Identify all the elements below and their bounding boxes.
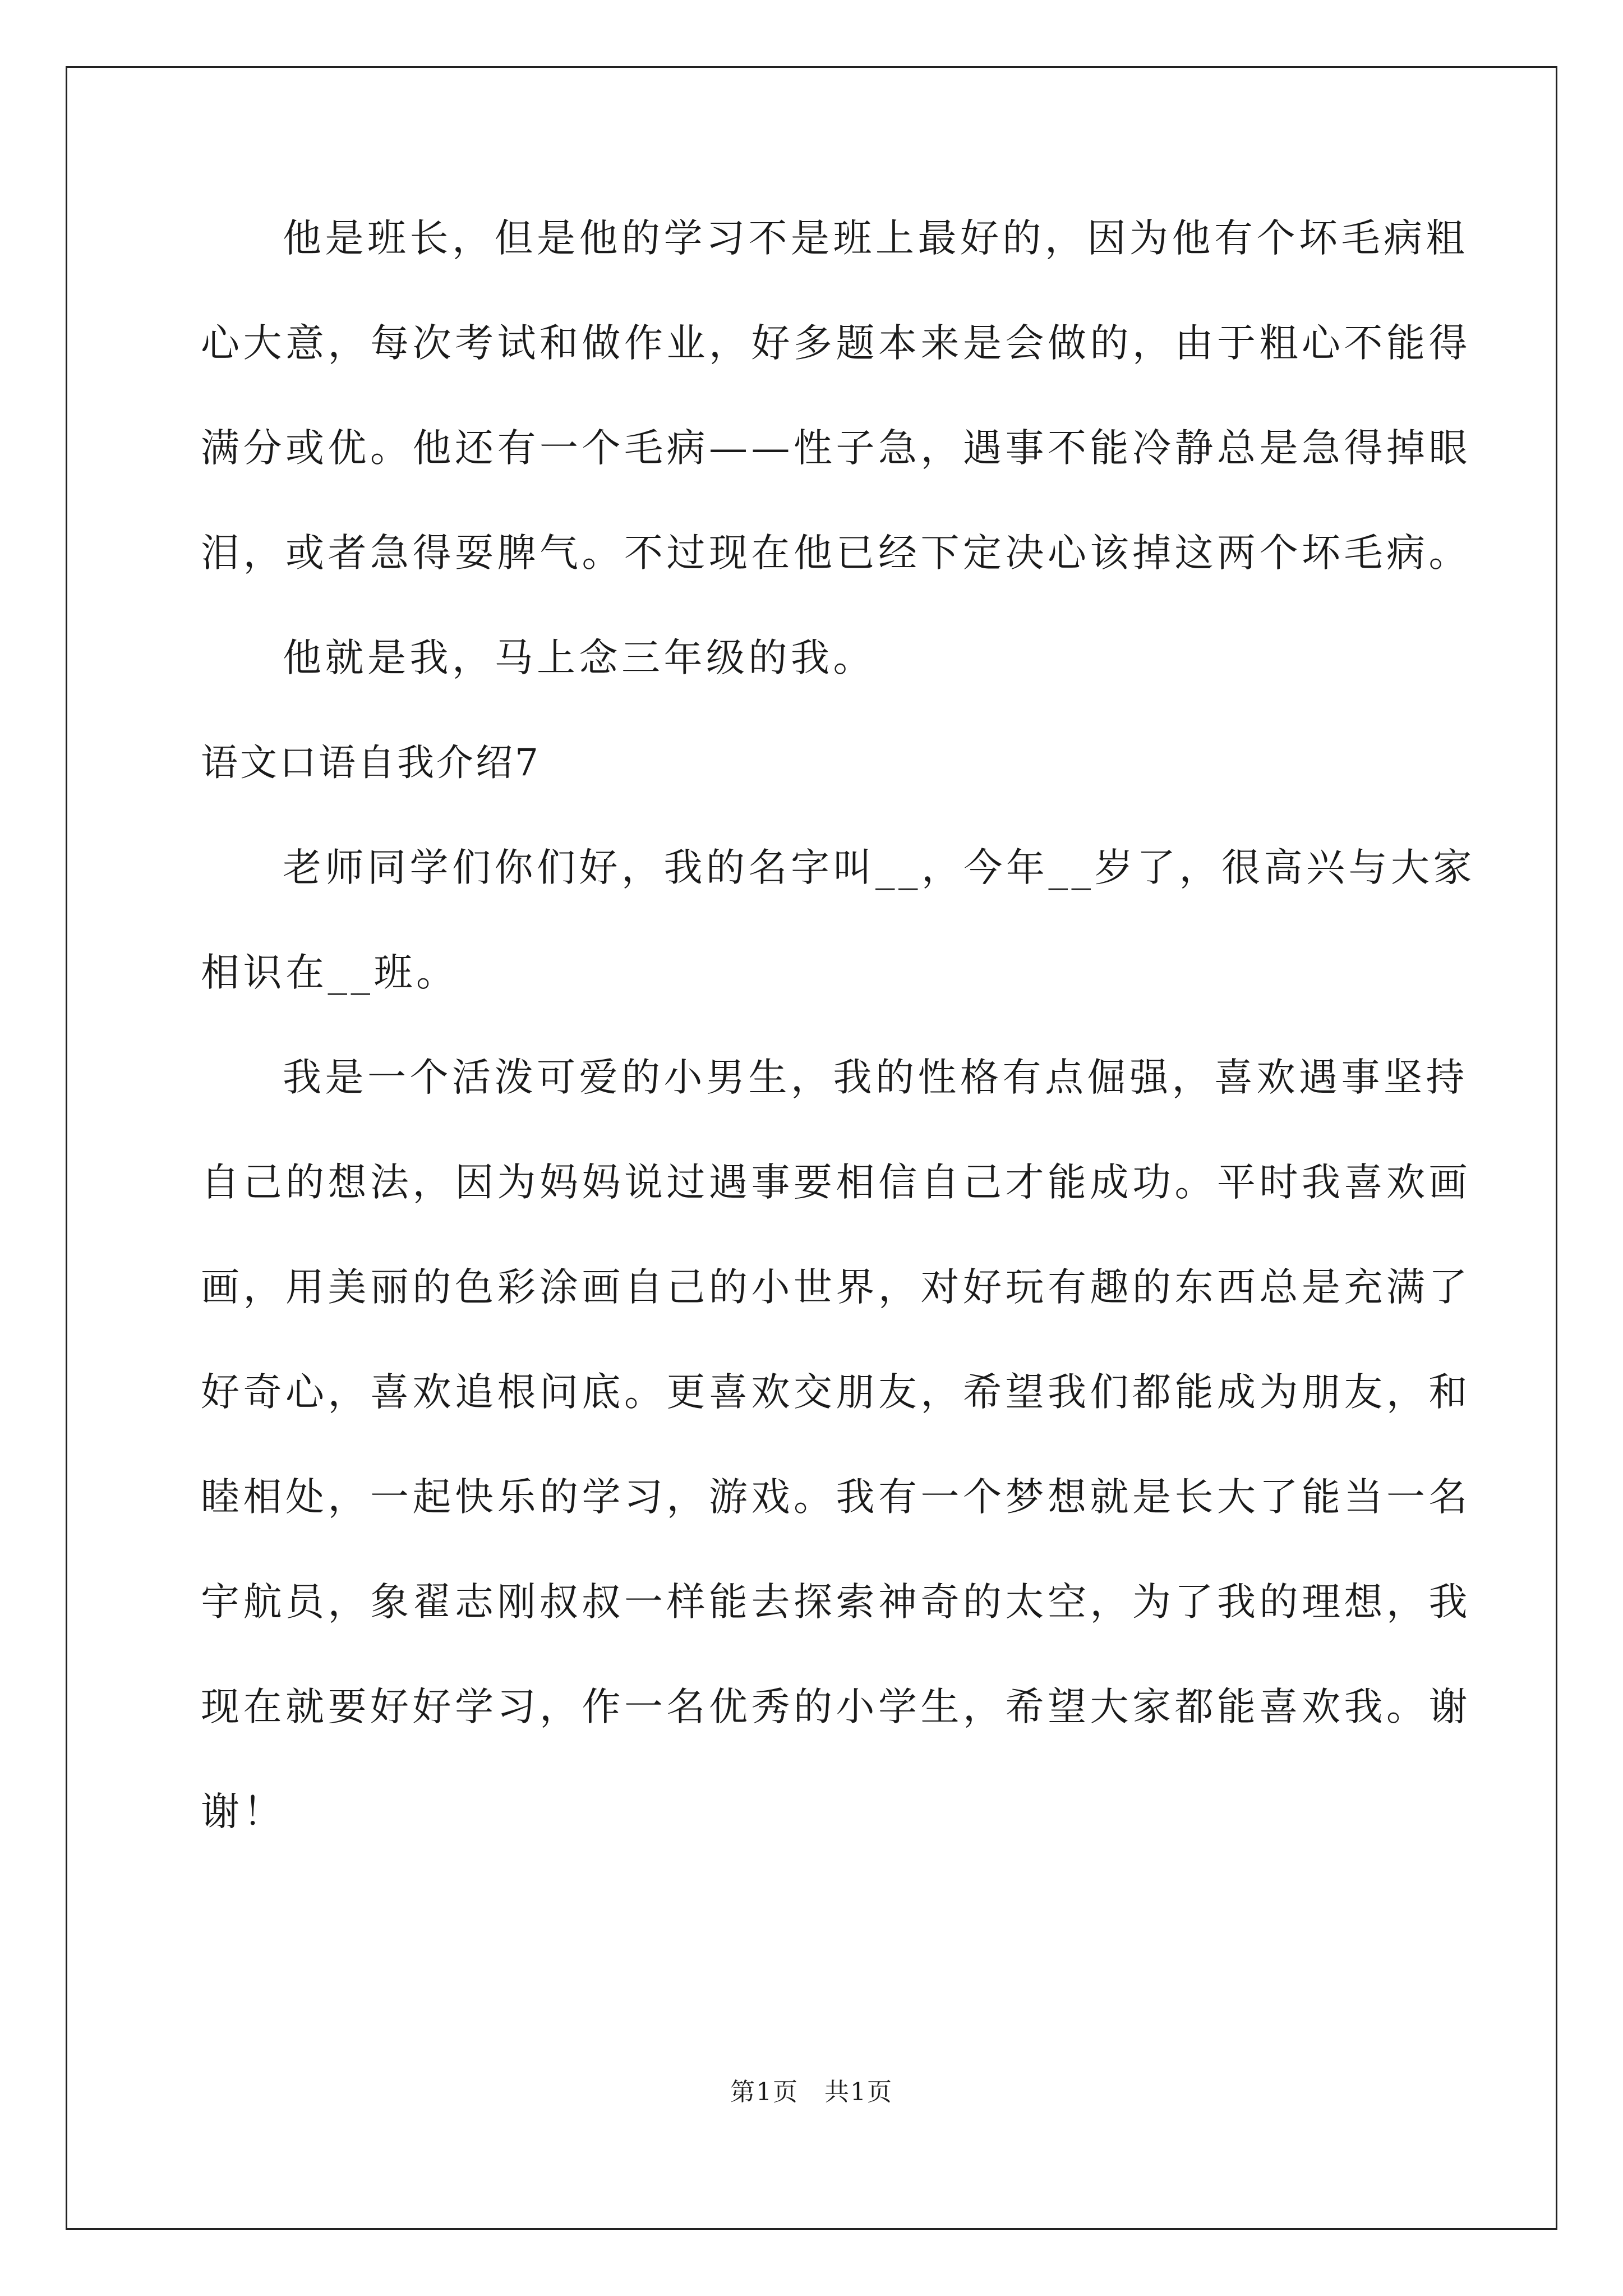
page-number-footer: 第1页 共1页 <box>730 2078 893 2106</box>
paragraph-line: 自己的想法，因为妈妈说过遇事要相信自己才能成功。平时我喜欢画 <box>201 1160 1471 1205</box>
paragraph-line: 泪，或者急得耍脾气。不过现在他已经下定决心该掉这两个坏毛病。 <box>201 531 1471 576</box>
paragraph-line: 老师同学们你们好，我的名字叫__，今年__岁了，很高兴与大家 <box>283 845 1476 890</box>
paragraph-line: 我是一个活泼可爱的小男生，我的性格有点倔强，喜欢遇事坚持 <box>283 1055 1468 1100</box>
paragraph-line: 现在就要好好学习，作一名优秀的小学生，希望大家都能喜欢我。谢 <box>201 1685 1471 1729</box>
paragraph-line: 他是班长，但是他的学习不是班上最好的，因为他有个坏毛病粗 <box>283 216 1468 261</box>
paragraph-line: 好奇心，喜欢追根问底。更喜欢交朋友，希望我们都能成为朋友，和 <box>201 1370 1471 1415</box>
section-heading: 语文口语自我介绍7 <box>201 741 541 784</box>
paragraph-line: 画，用美丽的色彩涂画自己的小世界，对好玩有趣的东西总是充满了 <box>201 1265 1471 1310</box>
page-border <box>66 66 1557 2230</box>
paragraph-line: 满分或优。他还有一个毛病——性子急，遇事不能冷静总是急得掉眼 <box>201 426 1471 471</box>
paragraph-line: 他就是我，马上念三年级的我。 <box>283 636 875 680</box>
paragraph-line: 心大意，每次考试和做作业，好多题本来是会做的，由于粗心不能得 <box>201 321 1471 366</box>
paragraph-line: 宇航员，象翟志刚叔叔一样能去探索神奇的太空，为了我的理想，我 <box>201 1580 1471 1625</box>
paragraph-line: 相识在__班。 <box>201 950 459 995</box>
paragraph-line: 睦相处，一起快乐的学习，游戏。我有一个梦想就是长大了能当一名 <box>201 1475 1471 1520</box>
paragraph-line: 谢！ <box>201 1789 285 1834</box>
